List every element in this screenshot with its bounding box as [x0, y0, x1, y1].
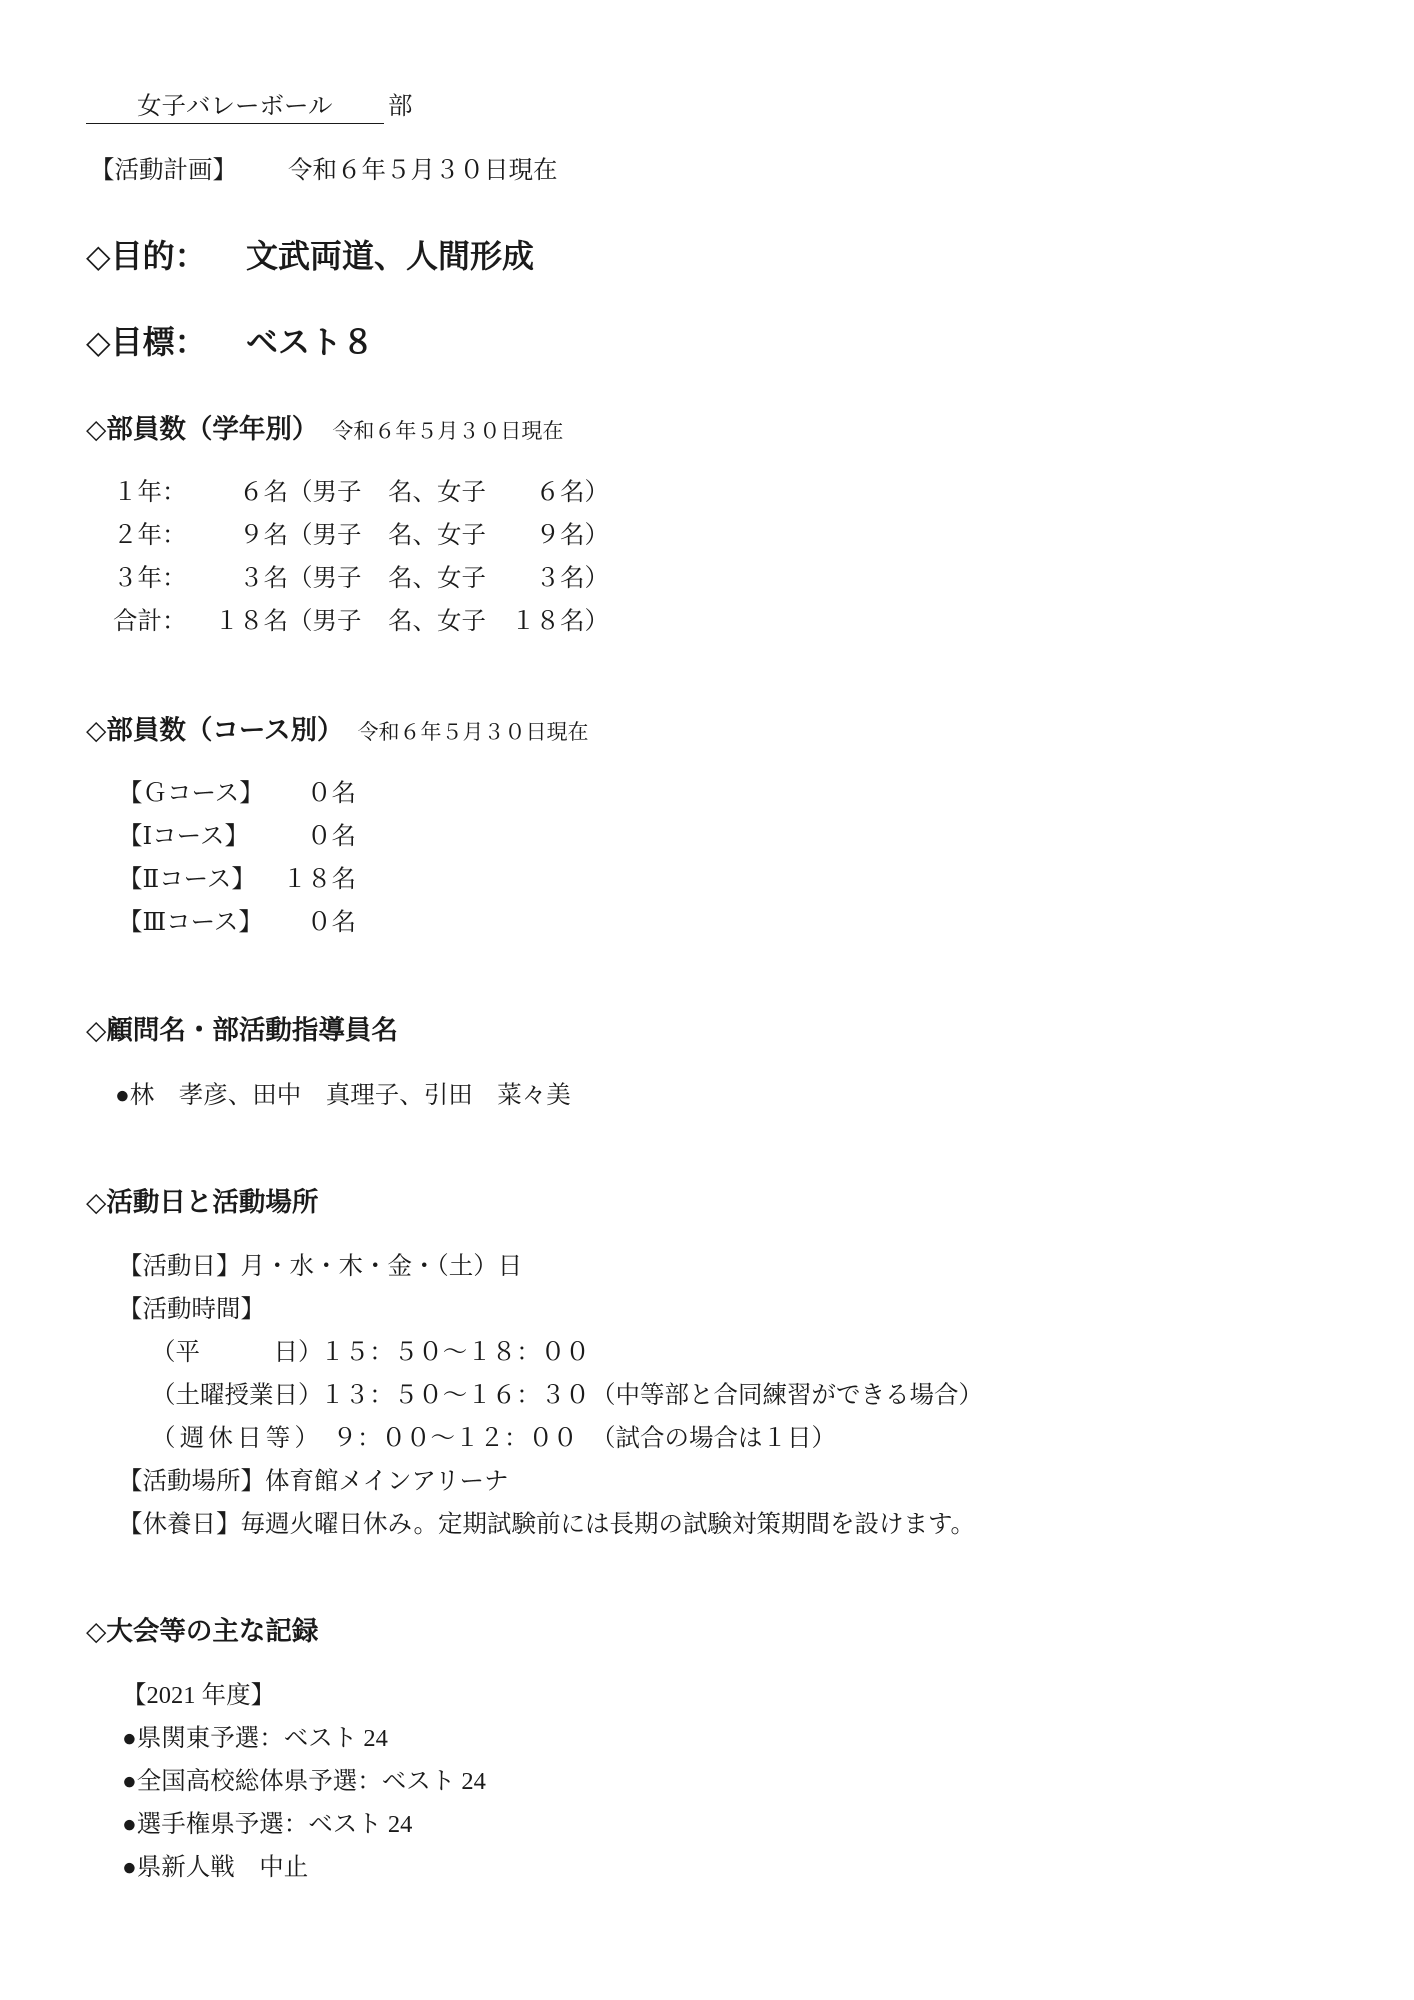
activity-place-label: 【活動場所】 — [118, 1468, 265, 1495]
activity-block — [118, 1245, 983, 1546]
goal-label: ◇目標： — [86, 324, 207, 360]
course-label: 【Ⅲコース】 — [118, 909, 263, 936]
grade-label: 合計： — [113, 608, 187, 635]
activity-rest-value: 毎週火曜日休み。定期試験前には長期の試験対策期間を設けます。 — [240, 1511, 976, 1538]
female-suffix: 名） — [560, 479, 609, 506]
course-label: 【Ⅰコース】 — [118, 823, 249, 850]
male-prefix: （男子 — [288, 565, 362, 592]
activity-rest-label: 【休養日】 — [118, 1511, 241, 1538]
record-item: ●全国高校総体県予選：ベスト 24 — [122, 1768, 486, 1795]
club-header — [86, 90, 413, 124]
female-suffix: 名） — [560, 565, 609, 592]
activity-days-value: 月・水・木・金・（土）日 — [240, 1253, 523, 1280]
record-item: ●県関東予選：ベスト 24 — [122, 1725, 388, 1752]
plan-line — [90, 154, 558, 187]
schedule-note: （中等部と合同練習ができる場合） — [591, 1382, 983, 1409]
schedule-time: １５：５０～１８：００ — [320, 1339, 590, 1366]
activity-hours-label: 【活動時間】 — [118, 1296, 265, 1323]
record-item: ●選手権県予選：ベスト 24 — [122, 1811, 413, 1838]
course-count: １８名 — [282, 866, 356, 893]
course-row — [118, 772, 356, 815]
schedule-label: （週休日等） — [151, 1425, 319, 1452]
female-count: １８ — [511, 608, 560, 635]
schedule-row-weekday — [118, 1331, 983, 1374]
purpose-label: ◇目的： — [86, 238, 207, 274]
course-label: 【Ｇコース】 — [118, 780, 264, 807]
male-count — [363, 514, 388, 557]
male-count — [363, 471, 388, 514]
female-count: ６ — [535, 479, 560, 506]
schedule-row-saturday — [118, 1374, 983, 1417]
schedule-time: １３：５０～１６：３０ — [320, 1382, 590, 1409]
course-row — [118, 858, 356, 901]
grade-section-heading — [86, 412, 563, 448]
grade-label: ２年： — [113, 522, 187, 549]
grade-row — [113, 471, 609, 514]
male-prefix: （男子 — [288, 479, 362, 506]
grade-total: ９名 — [239, 522, 288, 549]
grade-label: ３年： — [113, 565, 187, 592]
record-item: ●県新人戦 中止 — [122, 1854, 309, 1881]
male-suffix: 名、女子 — [388, 608, 486, 635]
male-prefix: （男子 — [288, 608, 362, 635]
activity-hours-row — [118, 1288, 983, 1331]
schedule-label: （土曜授業日） — [151, 1382, 323, 1409]
club-name: 女子バレーボール — [86, 90, 384, 124]
purpose-heading — [86, 235, 534, 277]
plan-date: 令和６年５月３０日現在 — [288, 157, 558, 184]
records-heading: ◇大会等の主な記録 — [86, 1616, 319, 1646]
grade-row — [113, 514, 609, 557]
schedule-label: （平 日） — [151, 1339, 323, 1366]
records-year: 【2021 年度】 — [122, 1682, 276, 1709]
grade-total: ６名 — [239, 479, 288, 506]
activity-days-row — [118, 1245, 983, 1288]
grade-label: １年： — [113, 479, 187, 506]
course-count: ０名 — [307, 823, 356, 850]
course-section-heading — [86, 713, 589, 749]
grade-total: ３名 — [239, 565, 288, 592]
course-row — [118, 901, 356, 944]
records-list — [122, 1674, 486, 1889]
female-count: ３ — [535, 565, 560, 592]
grade-row — [113, 557, 609, 600]
schedule-row-holiday — [118, 1417, 983, 1460]
course-heading-text: ◇部員数（コース別） — [86, 715, 344, 745]
grade-total: １８名 — [214, 608, 288, 635]
activity-rest-row — [118, 1503, 983, 1546]
female-suffix: 名） — [560, 608, 609, 635]
course-label: 【Ⅱコース】 — [118, 866, 256, 893]
male-suffix: 名、女子 — [388, 565, 486, 592]
grade-table — [113, 471, 609, 643]
course-count: ０名 — [307, 909, 356, 936]
female-suffix: 名） — [560, 522, 609, 549]
course-table — [118, 772, 356, 944]
goal-value: ベスト８ — [246, 324, 375, 360]
grade-heading-date: 令和６年５月３０日現在 — [332, 419, 564, 443]
female-count: ９ — [535, 522, 560, 549]
activity-heading: ◇活動日と活動場所 — [86, 1187, 319, 1217]
activity-place-row — [118, 1460, 983, 1503]
course-count: ０名 — [307, 780, 356, 807]
male-suffix: 名、女子 — [388, 479, 486, 506]
plan-label: 【活動計画】 — [90, 157, 237, 184]
club-suffix: 部 — [388, 93, 413, 120]
advisors-heading: ◇顧問名・部活動指導員名 — [86, 1015, 398, 1045]
activity-days-label: 【活動日】 — [118, 1253, 241, 1280]
schedule-time: ９：００～１２：００ — [332, 1425, 578, 1452]
course-row — [118, 815, 356, 858]
male-count — [363, 557, 388, 600]
male-prefix: （男子 — [288, 522, 362, 549]
grade-heading-text: ◇部員数（学年別） — [86, 414, 319, 444]
activity-place-value: 体育館メインアリーナ — [265, 1468, 509, 1495]
purpose-value: 文武両道、人間形成 — [246, 238, 535, 274]
grade-row-total — [113, 600, 609, 643]
male-count — [363, 600, 388, 643]
male-suffix: 名、女子 — [388, 522, 486, 549]
advisors-names: ●林 孝彦、田中 真理子、引田 菜々美 — [115, 1082, 571, 1109]
schedule-note: （試合の場合は１日） — [591, 1425, 836, 1452]
course-heading-date: 令和６年５月３０日現在 — [357, 720, 589, 744]
goal-heading — [86, 321, 374, 363]
